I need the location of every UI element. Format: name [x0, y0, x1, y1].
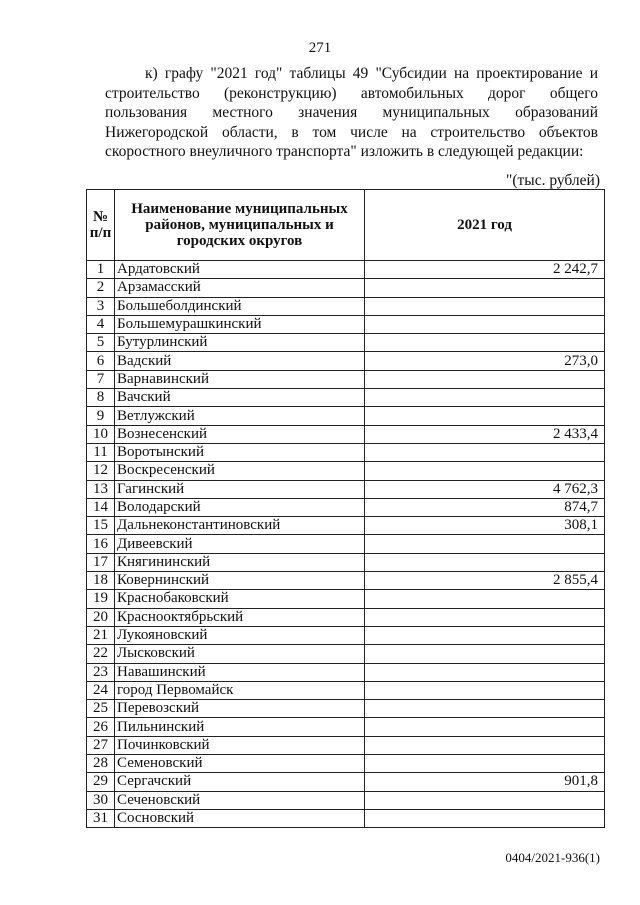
row-number: 22 [87, 645, 115, 663]
table-row [87, 681, 605, 699]
row-name: Арзамасский [115, 279, 365, 297]
row-number: 2 [87, 279, 115, 297]
row-number: 9 [87, 407, 115, 425]
row-name: Починковский [115, 736, 365, 754]
table-row [87, 462, 605, 480]
row-value: 4 762,3 [365, 480, 605, 498]
row-name: город Первомайск [115, 681, 365, 699]
row-number: 12 [87, 462, 115, 480]
row-number: 31 [87, 809, 115, 827]
intro-paragraph: к) графу "2021 год" таблицы 49 "Субсидии на проектирование и строительство (реконструкцию) автомобильных дорог общего пользования местного значения муниципальных образований Нижегородской области, в том числе на строительство объектов скоростного внеуличного транспорта" изложить в следующей редакции: [105, 65, 598, 160]
subsidy-table [86, 189, 605, 828]
row-value [365, 681, 605, 699]
row-value [365, 809, 605, 827]
table-row [87, 791, 605, 809]
table-row [87, 626, 605, 644]
row-number: 27 [87, 736, 115, 754]
row-name: Краснооктябрьский [115, 608, 365, 626]
table-row [87, 261, 605, 279]
row-number: 7 [87, 370, 115, 388]
table-row [87, 498, 605, 516]
row-number: 25 [87, 700, 115, 718]
table-row [87, 535, 605, 553]
table-row [87, 755, 605, 773]
table-row [87, 700, 605, 718]
row-number: 3 [87, 297, 115, 315]
row-name: Княгининский [115, 553, 365, 571]
row-name: Вачский [115, 389, 365, 407]
row-number: 18 [87, 572, 115, 590]
row-value: 901,8 [365, 773, 605, 791]
row-number: 6 [87, 352, 115, 370]
table-row [87, 517, 605, 535]
row-value [365, 297, 605, 315]
row-value [365, 645, 605, 663]
row-name: Большеболдинский [115, 297, 365, 315]
row-value [365, 334, 605, 352]
row-name: Сеченовский [115, 791, 365, 809]
table-row [87, 425, 605, 443]
row-value: 874,7 [365, 498, 605, 516]
table-row [87, 279, 605, 297]
row-value [365, 315, 605, 333]
table-row [87, 736, 605, 754]
row-value [365, 608, 605, 626]
row-name: Ветлужский [115, 407, 365, 425]
row-value [365, 663, 605, 681]
table-row [87, 480, 605, 498]
table-row [87, 334, 605, 352]
row-value [365, 279, 605, 297]
row-number: 17 [87, 553, 115, 571]
row-name: Воскресенский [115, 462, 365, 480]
table-row [87, 297, 605, 315]
row-number: 15 [87, 517, 115, 535]
row-name: Лысковский [115, 645, 365, 663]
row-name: Воротынский [115, 443, 365, 461]
unit-note: "(тыс. рублей) [506, 172, 600, 189]
row-name: Лукояновский [115, 626, 365, 644]
row-value [365, 590, 605, 608]
table-row [87, 315, 605, 333]
row-value [365, 718, 605, 736]
row-value [365, 535, 605, 553]
row-name: Семеновский [115, 755, 365, 773]
row-number: 26 [87, 718, 115, 736]
row-number: 21 [87, 626, 115, 644]
row-number: 20 [87, 608, 115, 626]
row-value: 2 855,4 [365, 572, 605, 590]
document-code: 0404/2021-936(1) [505, 850, 600, 865]
row-value [365, 791, 605, 809]
row-number: 4 [87, 315, 115, 333]
row-number: 1 [87, 261, 115, 279]
row-value: 308,1 [365, 517, 605, 535]
row-name: Большемурашкинский [115, 315, 365, 333]
row-number: 11 [87, 443, 115, 461]
row-value [365, 407, 605, 425]
row-number: 14 [87, 498, 115, 516]
row-number: 16 [87, 535, 115, 553]
row-name: Вознесенский [115, 425, 365, 443]
row-name: Ковернинский [115, 572, 365, 590]
row-name: Перевозский [115, 700, 365, 718]
row-value [365, 626, 605, 644]
row-value: 273,0 [365, 352, 605, 370]
table-body [87, 261, 605, 828]
page-number: 271 [308, 40, 332, 56]
row-number: 19 [87, 590, 115, 608]
row-value [365, 700, 605, 718]
row-name: Ардатовский [115, 261, 365, 279]
table-row [87, 718, 605, 736]
row-value [365, 443, 605, 461]
row-name: Гагинский [115, 480, 365, 498]
table-row [87, 443, 605, 461]
row-name: Сергачский [115, 773, 365, 791]
table-row [87, 590, 605, 608]
table-row [87, 553, 605, 571]
row-number: 5 [87, 334, 115, 352]
row-value [365, 389, 605, 407]
header-value: 2021 год [365, 190, 605, 261]
row-value: 2 433,4 [365, 425, 605, 443]
row-name: Дивеевский [115, 535, 365, 553]
row-name: Пильнинский [115, 718, 365, 736]
row-name: Вадский [115, 352, 365, 370]
row-number: 28 [87, 755, 115, 773]
row-name: Володарский [115, 498, 365, 516]
row-name: Дальнеконстантиновский [115, 517, 365, 535]
table-row [87, 370, 605, 388]
row-name: Сосновский [115, 809, 365, 827]
row-value [365, 755, 605, 773]
row-value [365, 370, 605, 388]
row-value [365, 553, 605, 571]
row-name: Бутурлинский [115, 334, 365, 352]
row-number: 23 [87, 663, 115, 681]
table-row [87, 608, 605, 626]
row-number: 13 [87, 480, 115, 498]
row-number: 29 [87, 773, 115, 791]
row-value: 2 242,7 [365, 261, 605, 279]
row-value [365, 462, 605, 480]
table-row [87, 663, 605, 681]
row-number: 8 [87, 389, 115, 407]
row-number: 30 [87, 791, 115, 809]
table-row [87, 773, 605, 791]
table-row [87, 572, 605, 590]
row-number: 10 [87, 425, 115, 443]
table-row [87, 389, 605, 407]
table-row [87, 407, 605, 425]
row-number: 24 [87, 681, 115, 699]
table-header-row [87, 190, 605, 261]
header-num: № п/п [87, 190, 115, 261]
row-name: Навашинский [115, 663, 365, 681]
row-value [365, 736, 605, 754]
table-row [87, 645, 605, 663]
row-name: Краснобаковский [115, 590, 365, 608]
row-name: Варнавинский [115, 370, 365, 388]
table-row [87, 809, 605, 827]
table-row [87, 352, 605, 370]
header-name: Наименование муниципальных районов, муниципальных и городских округов [115, 190, 365, 261]
